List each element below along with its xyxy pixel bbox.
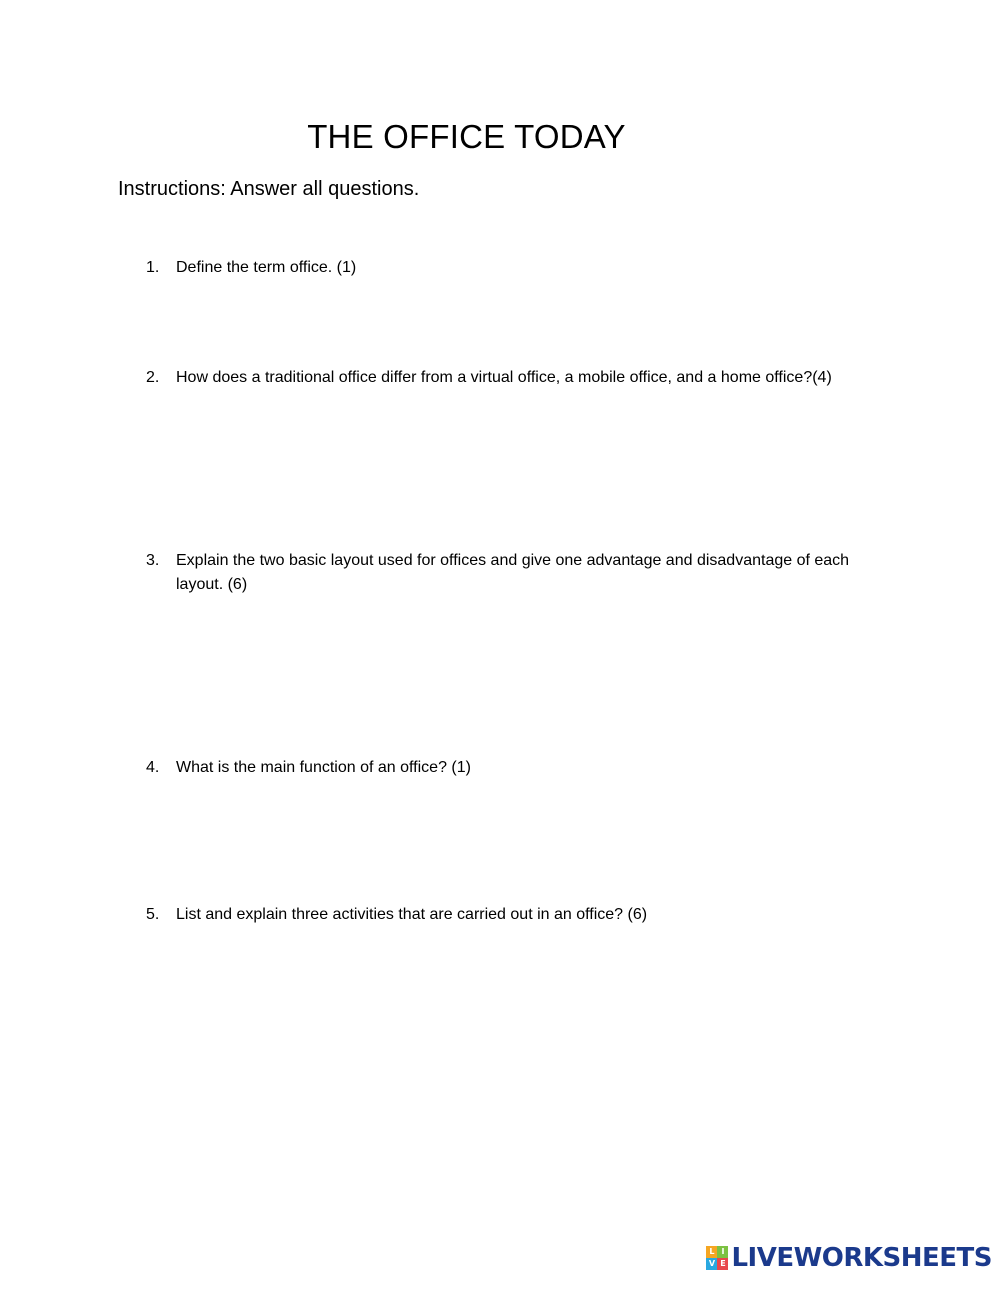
liveworksheets-brand	[706, 1243, 992, 1273]
logo-letter: E	[717, 1258, 728, 1270]
question-number: 4.	[146, 759, 160, 776]
logo-letter: L	[706, 1246, 717, 1258]
question-number: 5.	[146, 906, 160, 923]
question-text: How does a traditional office differ from a virtual office, a mobile office, and a home office?(4)	[176, 369, 832, 386]
question-number: 1.	[146, 259, 160, 276]
question-number: 2.	[146, 369, 160, 386]
page-title: THE OFFICE TODAY	[307, 118, 626, 155]
question-item	[146, 756, 876, 780]
instructions-text: Instructions: Answer all questions.	[118, 178, 420, 200]
question-number: 3.	[146, 552, 160, 569]
question-item	[146, 256, 876, 280]
brand-wordmark: LIVEWORKSHEETS	[731, 1243, 992, 1273]
question-text: Explain the two basic layout used for offices and give one advantage and disadvantage of each layout. (6)	[176, 552, 850, 593]
question-text: What is the main function of an office? (1)	[176, 759, 471, 776]
question-item	[146, 903, 876, 927]
logo-letter: V	[706, 1258, 717, 1270]
liveworksheets-logo-icon	[706, 1246, 728, 1270]
question-text: List and explain three activities that are carried out in an office? (6)	[176, 906, 648, 923]
logo-letter: I	[717, 1246, 728, 1258]
question-text: Define the term office. (1)	[176, 259, 357, 276]
question-item	[146, 549, 876, 597]
question-item	[146, 366, 876, 390]
